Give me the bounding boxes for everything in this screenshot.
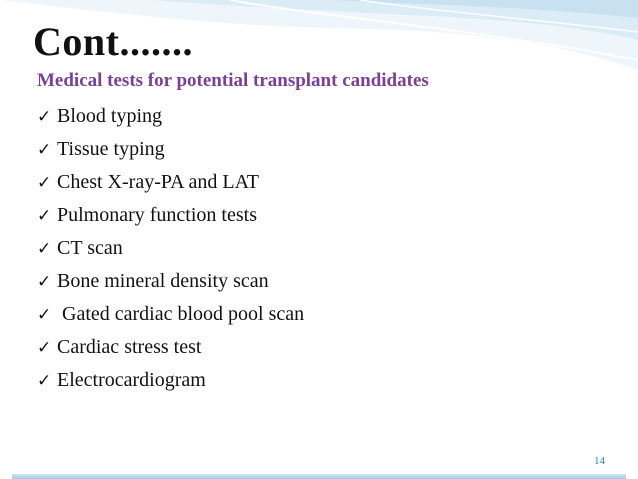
slide-title: Cont....... bbox=[33, 19, 193, 64]
check-icon: ✓ bbox=[37, 271, 52, 292]
list-item-label: Bone mineral density scan bbox=[57, 270, 269, 292]
list-item bbox=[37, 100, 304, 133]
check-icon: ✓ bbox=[37, 337, 52, 358]
test-list bbox=[37, 100, 304, 397]
list-item-label: Electrocardiogram bbox=[57, 369, 206, 391]
list-item-label: Tissue typing bbox=[57, 138, 165, 160]
check-icon: ✓ bbox=[37, 304, 52, 325]
list-item bbox=[37, 199, 304, 232]
list-item-label: CT scan bbox=[57, 237, 123, 259]
page-number: 14 bbox=[594, 455, 605, 467]
slide-subtitle: Medical tests for potential transplant candidates bbox=[37, 70, 429, 91]
check-icon: ✓ bbox=[37, 106, 52, 127]
list-item bbox=[37, 265, 304, 298]
list-item bbox=[37, 298, 304, 331]
list-item-label: Gated cardiac blood pool scan bbox=[57, 303, 305, 325]
list-item bbox=[37, 166, 304, 199]
check-icon: ✓ bbox=[37, 370, 52, 391]
list-item-label: Chest X-ray-PA and LAT bbox=[57, 171, 260, 193]
list-item bbox=[37, 133, 304, 166]
list-item bbox=[37, 232, 304, 265]
list-item bbox=[37, 364, 304, 397]
check-icon: ✓ bbox=[37, 205, 52, 226]
list-item bbox=[37, 331, 304, 364]
list-item-label: Pulmonary function tests bbox=[57, 204, 257, 226]
list-item-label: Blood typing bbox=[57, 105, 163, 127]
check-icon: ✓ bbox=[37, 139, 52, 160]
list-item-label: Cardiac stress test bbox=[57, 336, 202, 358]
check-icon: ✓ bbox=[37, 238, 52, 259]
footer-bar bbox=[12, 474, 626, 479]
check-icon: ✓ bbox=[37, 172, 52, 193]
